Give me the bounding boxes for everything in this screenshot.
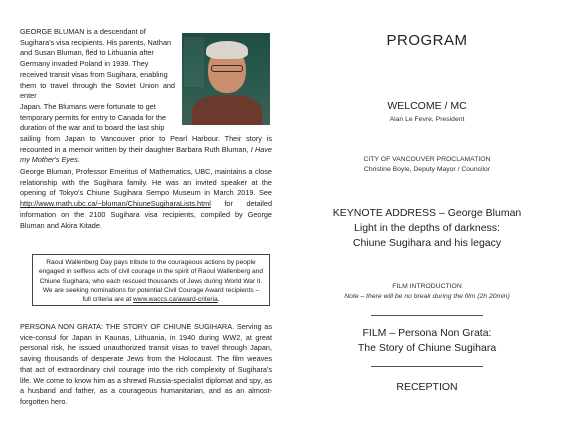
keynote-line: Chiune Sugihara and his legacy — [352, 237, 502, 249]
professor-text-end: for detailed information on the 2100 Sugihara visa recipients, compiled by George Bluman and Akira Kitade. — [20, 199, 273, 230]
welcome-title: WELCOME / MC — [387, 100, 467, 112]
bio-line: duration of the war and to board the last ship — [20, 123, 165, 133]
program-column — [286, 0, 568, 437]
film-intro-note: Note – there will be no break during the film (2h 20min) — [344, 293, 510, 300]
box-text: Raoul Wallenberg Day pays tribute to the courageous actions by people engaged in selfless acts of civil courage in the spirit of Raoul Wallenberg and Chiune Sugihara, who each rescued thousands of Jews during World War II. We are seeking nominations for potential Civil Courage Award recipients – full criteria are at — [38, 259, 264, 304]
welcome-subtitle: Alan Le Fevre, President — [389, 116, 465, 123]
wallenberg-day-box — [32, 254, 270, 306]
george-bluman-photo — [182, 33, 270, 125]
film-intro-title: FILM INTRODUCTION — [392, 283, 462, 290]
bio-line: and Susan Bluman, fled to Lithuania after — [20, 48, 154, 58]
proclamation-title: CITY OF VANCOUVER PROCLAMATION — [363, 156, 491, 163]
film-line: The Story of Chiune Sugihara — [357, 342, 497, 354]
bio-line: Germany invaded Poland in 1939. They — [20, 59, 149, 69]
bio-line: Japan. The Blumans were fortunate to get — [20, 101, 156, 111]
divider — [371, 315, 483, 316]
program-title: PROGRAM — [386, 32, 468, 49]
film-synopsis: PERSONA NON GRATA: THE STORY OF CHIUNE SUGIHARA. Serving as vice-consul for Japan in Kaunas, Lithuania, in 1940 during WW2, at great personal risk, he issued unauthorized transit visas to travel through Japan, saving thousands of desperate Jews from the Holocaust. The film weaves that act of extraordinary civil courage into the rich complexity of Sugihara's life. We come to know him as a shrewd Russia-specialist diplomat and spy, as a husband and father, as a courageous humanitarian, and as an almost-forgotten hero. — [20, 322, 272, 406]
bio-line: received transit visas from Sugihara, enabling — [20, 69, 168, 79]
professor-text: George Bluman, Professor Emeritus of Mathematics, UBC, maintains a close relationship with the Sugihara family. He was an invited speaker at the opening of Tokyo's Chiune Sugihara Sempo Museum in March 2019. See — [20, 167, 272, 198]
keynote-line: KEYNOTE ADDRESS – George Bluman — [332, 207, 522, 219]
sugihara-lists-link[interactable]: http://www.math.ubc.ca/~bluman/ChiuneSugiharaLists.html — [20, 199, 211, 209]
bio-line: Sugihara's visa recipients. His parents, Nathan — [20, 37, 172, 47]
award-criteria-link[interactable]: www.waccs.ca/award-criteria — [133, 296, 218, 304]
keynote-line: Light in the depths of darkness: — [354, 222, 500, 234]
bio-line: GEORGE BLUMAN is a descendant of — [20, 27, 146, 36]
film-line: FILM – Persona Non Grata: — [362, 327, 492, 339]
bio-line: them to travel through the Soviet Union and enter — [20, 80, 175, 101]
box-period: . — [217, 296, 220, 304]
proclamation-subtitle: Christine Boyle, Deputy Mayor / Councilor — [363, 166, 491, 173]
bio-line: temporary permits for entry to Canada for the — [20, 112, 167, 122]
divider — [371, 366, 483, 367]
reception-title: RECEPTION — [396, 381, 458, 393]
professor-paragraph — [20, 167, 272, 231]
bio-continuation: sailing from Japan to Vancouver prior to Pearl Harbour. Their story is recounted in a memoir written by their daughter Barbara Ruth Bluman, — [20, 134, 272, 154]
memoir-title: I Have my Mother's Eyes. — [20, 144, 272, 165]
